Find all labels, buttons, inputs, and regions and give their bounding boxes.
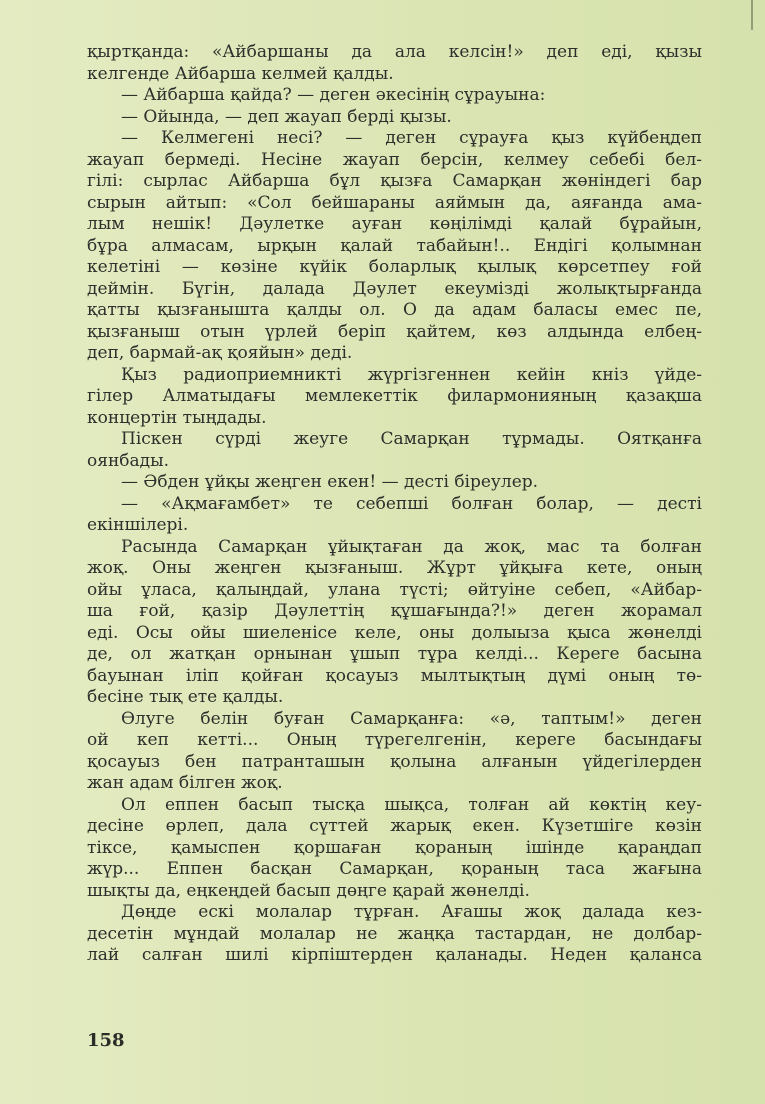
text-line: қатты қызғанышта қалды ол. О да адам баласы емес пе, [87, 300, 702, 320]
text-line: жауап бермеді. Несіне жауап берсін, келмеу себебі бел- [87, 149, 702, 170]
text-line: Ол еппен басып тысқа шықса, толған ай көктің кеу- [121, 794, 702, 815]
text-line: — Айбарша қайда? — деген әкесінің сұрауына: [121, 85, 546, 105]
text-line: бауынан іліп қойған қосауыз мылтықтың дүмі оның тө- [87, 665, 702, 686]
text-line: бұра алмасам, ырқын қалай табайын!.. Ендігі қолымнан [87, 235, 702, 256]
text-line: сырын айтып: «Сол бейшараны аяймын да, аяғанда ама- [87, 192, 702, 213]
text-line: келгенде Айбарша келмей қалды. [87, 63, 394, 84]
text-line: ша ғой, қазір Дәулеттің құшағында?!» деген жорамал [87, 601, 702, 621]
text-line: келетіні — көзіне күйік боларлық қылық көрсетпеу ғой [87, 257, 702, 277]
text-line: жүр... Еппен басқан Самарқан, қораның таса жағына [87, 859, 702, 879]
text-line: ой кеп кетті... Оның түрегелгенін, кереге басындағы [87, 730, 702, 750]
text-line: қыртқанда: «Айбаршаны да ала келсін!» деп еді, қызы [87, 42, 702, 62]
text-line: Қыз радиоприемникті жүргізгеннен кейін кніз үйде- [121, 364, 702, 385]
text-line: деп, бармай-ақ қояйын» деді. [87, 343, 353, 363]
text-line: оянбады. [87, 450, 170, 471]
text-line: — «Ақмағамбет» те себепші болған болар, — десті [121, 493, 702, 514]
text-line: гілі: сырлас Айбарша бұл қызға Самарқан жөніндегі бар [87, 171, 702, 191]
text-line: жан адам білген жоқ. [87, 773, 283, 793]
text-line: екіншілері. [87, 515, 189, 535]
text-line: десіне өрлеп, дала сүттей жарық екен. Күзетшіге көзін [87, 816, 702, 836]
text-line: Піскен сүрді жеуге Самарқан тұрмады. Оятқанға [121, 429, 702, 449]
text-line: — Ойында, — деп жауап берді қызы. [121, 106, 452, 127]
text-line: гілер Алматыдағы мемлекеттік филармонияның қазақша [87, 386, 702, 406]
page-edge-line [751, 0, 753, 30]
text-line: бесіне тық ете қалды. [87, 687, 284, 707]
text-line: лым нешік! Дәулетке ауған көңілімді қалай бұрайын, [87, 214, 702, 234]
body-text [87, 42, 702, 967]
page-number: 158 [87, 1030, 125, 1051]
text-line: қызғаныш отын үрлей беріп қайтем, көз алдында елбең- [87, 321, 702, 342]
text-line: лай салған шилі кірпіштерден қаланады. Неден қаланса [87, 945, 702, 965]
text-line: тіксе, қамыспен қоршаған қораның ішінде қараңдап [87, 837, 702, 858]
text-line: еді. Осы ойы шиеленісе келе, оны долыыза қыса жөнелді [87, 622, 702, 643]
text-line: — Келмегені несі? — деген сұрауға қыз күйбеңдеп [121, 128, 702, 148]
text-line: ойы ұласа, қалыңдай, улана түсті; өйтуіне себеп, «Айбар- [87, 579, 702, 600]
text-line: де, ол жатқан орнынан ұшып тұра келді... Кереге басына [87, 644, 702, 664]
text-line: деймін. Бүгін, далада Дәулет екеумізді жолықтырғанда [87, 278, 702, 299]
text-line: — Әбден ұйқы жеңген екен! — десті біреулер. [121, 472, 539, 492]
text-line: Расында Самарқан ұйықтаған да жоқ, мас та болған [121, 536, 702, 557]
text-line: жоқ. Оны жеңген қызғаныш. Жұрт ұйқыға кете, оның [87, 558, 702, 578]
text-line: десетін мұндай молалар не жаңқа тастардан, не долбар- [87, 923, 702, 944]
text-line: Дөңде ескі молалар тұрған. Ағашы жоқ далада кез- [121, 902, 702, 922]
text-line: Өлуге белін буған Самарқанға: «ә, таптым!» деген [121, 708, 702, 729]
text-line: шықты да, еңкеңдей басып дөңге қарай жөнелді. [87, 880, 530, 901]
text-line: қосауыз бен патранташын қолына алғанын үйдегілерден [87, 751, 702, 772]
text-line: концертін тыңдады. [87, 407, 267, 428]
